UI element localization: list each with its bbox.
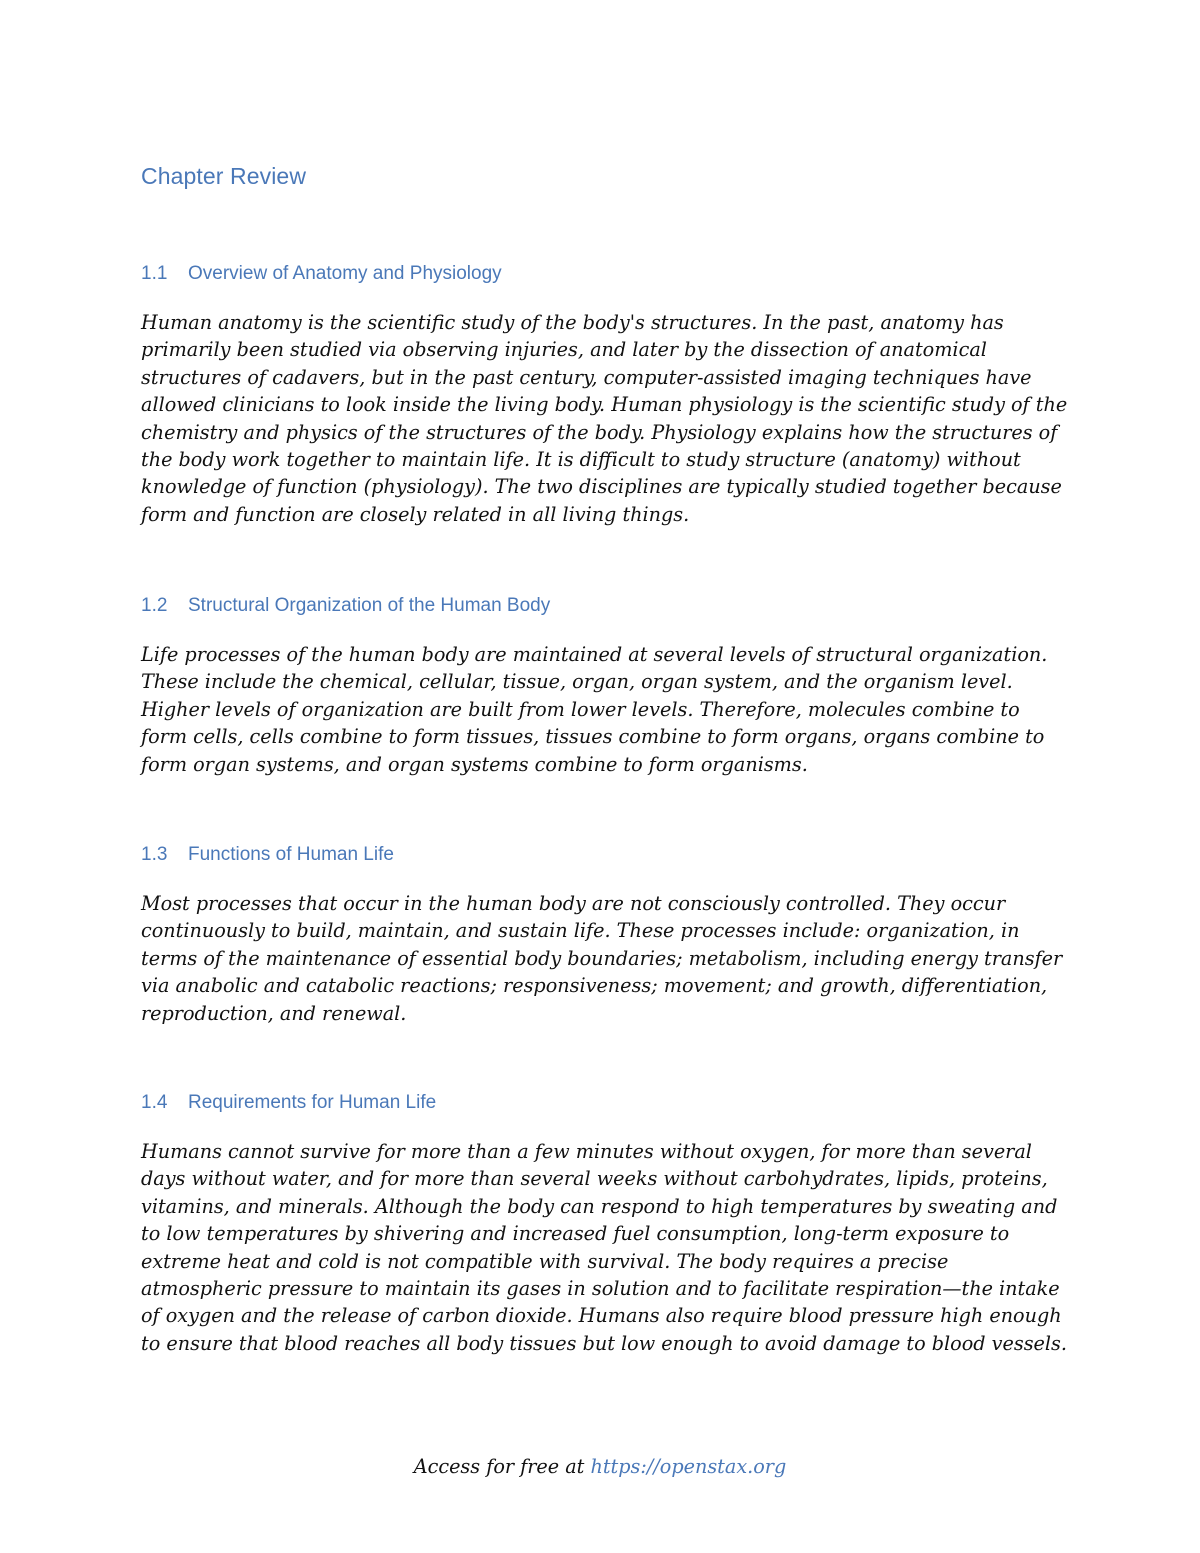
- section-number: 1.1: [141, 263, 168, 284]
- page-footer: [0, 1455, 1200, 1478]
- section-number: 1.2: [141, 595, 168, 616]
- section-number: 1.3: [141, 844, 168, 865]
- section-heading: [141, 260, 1071, 288]
- section-1-4: [141, 1089, 1071, 1357]
- section-1-2: [141, 592, 1071, 778]
- footer-prefix: Access for free at: [413, 1455, 585, 1478]
- section-title: Structural Organization of the Human Body: [188, 595, 551, 616]
- section-title: Requirements for Human Life: [188, 1092, 437, 1113]
- chapter-title: Chapter Review: [141, 163, 307, 189]
- section-1-3: [141, 841, 1071, 1027]
- section-heading: [141, 841, 1071, 869]
- section-body: Humans cannot survive for more than a few minutes without oxygen, for more than several days without water, and for more than several weeks without carbohydrates, lipids, proteins, vitamins, and minerals. Although the body can respond to high temperatures by sweating and to low temperatures by shivering and increased fuel consumption, long-term exposure to extreme heat and cold is not compatible with survival. The body requires a precise atmospheric pressure to maintain its gases in solution and to facilitate respiration—the intake of oxygen and the release of carbon dioxide. Humans also require blood pressure high enough to ensure that blood reaches all body tissues but low enough to avoid damage to blood vessels.: [141, 1140, 1067, 1355]
- section-title: Overview of Anatomy and Physiology: [188, 263, 502, 284]
- section-body: Most processes that occur in the human body are not consciously controlled. They occur continuously to build, maintain, and sustain life. These processes include: organization, in terms of the maintenance of essential body boundaries; metabolism, including energy transfer via anabolic and catabolic reactions; responsiveness; movement; and growth, differentiation, reproduction, and renewal.: [141, 892, 1063, 1025]
- section-body: Human anatomy is the scientific study of the body's structures. In the past, anatomy has primarily been studied via observing injuries, and later by the dissection of anatomical structures of cadavers, but in the past century, computer-assisted imaging techniques have allowed clinicians to look inside the living body. Human physiology is the scientific study of the chemistry and physics of the structures of the body. Physiology explains how the structures of the body work together to maintain life. It is difficult to study structure (anatomy) without knowledge of function (physiology). The two disciplines are typically studied together because form and function are closely related in all living things.: [141, 311, 1068, 526]
- section-1-1: [141, 260, 1071, 528]
- section-heading: [141, 1089, 1071, 1117]
- section-body: Life processes of the human body are maintained at several levels of structural organization. These include the chemical, cellular, tissue, organ, organ system, and the organism level. Higher levels of organization are built from lower levels. Therefore, molecules combine to form cells, cells combine to form tissues, tissues combine to form organs, organs combine to form organ systems, and organ systems combine to form organisms.: [141, 643, 1048, 776]
- section-number: 1.4: [141, 1092, 168, 1113]
- section-title: Functions of Human Life: [188, 844, 394, 865]
- openstax-link[interactable]: https://openstax.org: [590, 1455, 787, 1478]
- section-heading: [141, 592, 1071, 620]
